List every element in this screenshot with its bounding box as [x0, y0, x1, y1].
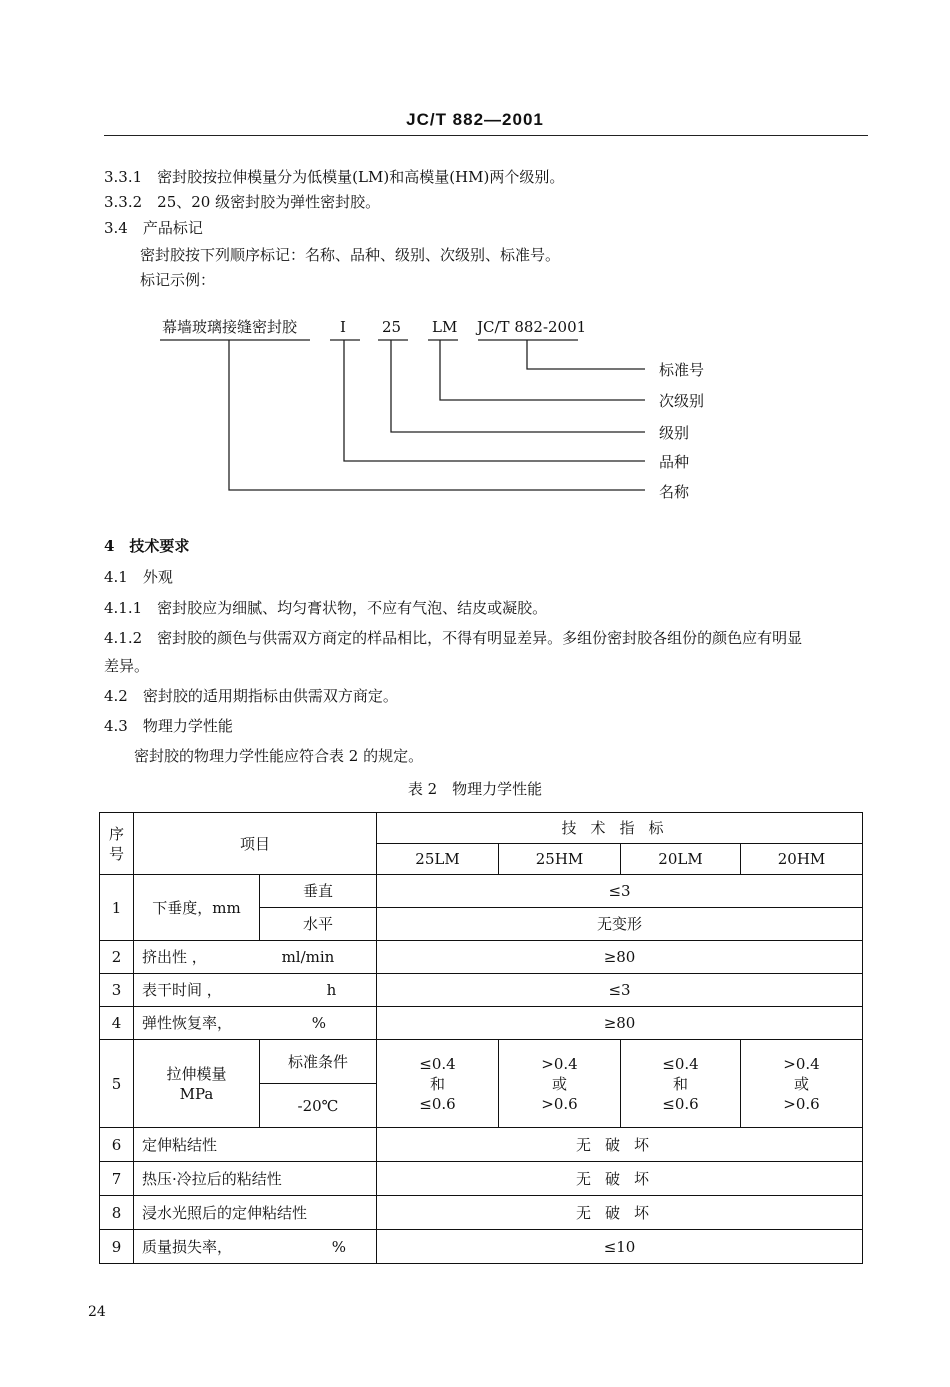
row-name — [134, 974, 377, 1007]
value-line: 和 — [673, 1074, 689, 1093]
marking-label-name: 名称 — [659, 483, 690, 501]
row-condition-standard: 标准条件 — [260, 1040, 377, 1084]
clause-3-4-heading: 3.4 产品标记 — [104, 219, 203, 237]
physical-properties-table — [99, 812, 863, 1264]
row-value: ≤3 — [377, 875, 863, 908]
header-seq-bottom: 号 — [108, 844, 124, 863]
clause-3-3-1: 3.3.1 密封胶按拉伸模量分为低模量(LM)和高模量(HM)两个级别。 — [104, 168, 565, 186]
header-grade-20hm: 20HM — [741, 844, 863, 875]
clause-4-3-heading: 4.3 物理力学性能 — [104, 717, 233, 735]
product-marking-diagram — [0, 300, 950, 520]
row-value: 无破坏 — [377, 1128, 863, 1162]
value-line: ≤0.6 — [419, 1094, 456, 1113]
marking-label-variety: 品种 — [659, 453, 690, 471]
row-name-text: 挤出性 ， — [142, 948, 207, 966]
row-value: ≤3 — [377, 974, 863, 1007]
row-condition-minus20: -20℃ — [260, 1084, 377, 1128]
value-line: >0.4 — [541, 1054, 578, 1073]
header-item: 项目 — [134, 813, 377, 875]
header-spec: 技术指标 — [377, 813, 863, 844]
marking-part-grade: 25 — [382, 318, 402, 336]
table-row — [100, 974, 863, 1007]
clause-4-1-1: 4.1.1 密封胶应为细腻、均匀膏状物，不应有气泡、结皮或凝胶。 — [104, 599, 548, 617]
row-name — [134, 1007, 377, 1040]
clause-3-4-text: 密封胶按下列顺序标记：名称、品种、级别、次级别、标准号。 — [140, 246, 561, 264]
table-row — [100, 1128, 863, 1162]
row-name: 定伸粘结性 — [134, 1128, 377, 1162]
row-name-line2: MPa — [179, 1084, 214, 1103]
value-line: 和 — [430, 1074, 446, 1093]
row-seq: 9 — [100, 1230, 134, 1264]
table-header-row-1 — [100, 813, 863, 844]
marking-label-subgrade: 次级别 — [659, 392, 705, 410]
clause-4-3-text: 密封胶的物理力学性能应符合表 2 的规定。 — [134, 747, 424, 765]
value-line: >0.4 — [783, 1054, 820, 1073]
row-value: 无破坏 — [377, 1196, 863, 1230]
clause-3-3-2: 3.3.2 25、20 级密封胶为弹性密封胶。 — [104, 193, 381, 211]
marking-part-subgrade: LM — [432, 318, 458, 336]
leader-subgrade — [440, 340, 645, 400]
row-seq: 1 — [100, 875, 134, 941]
value-line: >0.6 — [783, 1094, 820, 1113]
row-unit: h — [326, 981, 337, 999]
marking-label-grade: 级别 — [659, 424, 690, 442]
header-rule — [104, 135, 868, 136]
row-name — [134, 1040, 260, 1128]
row-value: 无变形 — [377, 908, 863, 941]
row-seq: 7 — [100, 1162, 134, 1196]
row-unit: % — [311, 1014, 327, 1032]
value-line: ≤0.4 — [662, 1054, 699, 1073]
row-value-20lm — [621, 1040, 741, 1128]
leader-name — [229, 340, 645, 490]
row-seq: 5 — [100, 1040, 134, 1128]
leader-grade — [391, 340, 645, 432]
header-grade-25lm: 25LM — [377, 844, 499, 875]
table-row — [100, 1230, 863, 1264]
row-name-text: 表干时间 ， — [142, 981, 222, 999]
header-seq — [100, 813, 134, 875]
table-row — [100, 1040, 863, 1084]
row-seq: 4 — [100, 1007, 134, 1040]
table-row — [100, 941, 863, 974]
page-number: 24 — [88, 1304, 106, 1320]
row-name — [134, 941, 377, 974]
row-name: 下垂度，mm — [134, 875, 260, 941]
row-value: ≥80 — [377, 1007, 863, 1040]
table-row — [100, 875, 863, 908]
row-name — [134, 1230, 377, 1264]
header-grade-25hm: 25HM — [499, 844, 621, 875]
row-value: ≤10 — [377, 1230, 863, 1264]
row-name: 浸水光照后的定伸粘结性 — [134, 1196, 377, 1230]
marking-part-standard: JC/T 882-2001 — [477, 318, 587, 336]
section-4-heading: 4 技术要求 — [104, 537, 190, 555]
table-caption: 表 2 物理力学性能 — [407, 780, 543, 798]
clause-4-1-heading: 4.1 外观 — [104, 568, 173, 586]
clause-4-1-2-line1: 4.1.2 密封胶的颜色与供需双方商定的样品相比，不得有明显差异。多组份密封胶各组份的颜色应有明显 — [104, 629, 803, 647]
row-unit: % — [331, 1237, 347, 1256]
row-name-line1: 拉伸模量 — [166, 1064, 227, 1083]
marking-label-standard: 标准号 — [659, 361, 705, 379]
row-seq: 6 — [100, 1128, 134, 1162]
value-line: ≤0.6 — [662, 1094, 699, 1113]
table-row — [100, 1162, 863, 1196]
row-value: 无破坏 — [377, 1162, 863, 1196]
clause-4-2: 4.2 密封胶的适用期指标由供需双方商定。 — [104, 687, 398, 705]
table-row — [100, 1196, 863, 1230]
value-line: ≤0.4 — [419, 1054, 456, 1073]
row-seq: 8 — [100, 1196, 134, 1230]
row-value-20hm — [741, 1040, 863, 1128]
clause-4-1-2-line2: 差异。 — [104, 657, 150, 675]
value-line: 或 — [552, 1074, 568, 1093]
row-seq: 2 — [100, 941, 134, 974]
row-name-text: 质量损失率， — [142, 1237, 233, 1256]
table-row — [100, 1007, 863, 1040]
row-subitem: 水平 — [260, 908, 377, 941]
row-name-text: 弹性恢复率， — [142, 1014, 233, 1032]
row-seq: 3 — [100, 974, 134, 1007]
clause-3-4-example-label: 标记示例： — [140, 271, 216, 289]
marking-part-name: 幕墙玻璃接缝密封胶 — [162, 318, 298, 336]
row-unit: ml/min — [281, 948, 335, 966]
row-subitem: 垂直 — [260, 875, 377, 908]
value-line: >0.6 — [541, 1094, 578, 1113]
header-seq-top: 序 — [108, 824, 124, 843]
row-value-25lm — [377, 1040, 499, 1128]
row-value: ≥80 — [377, 941, 863, 974]
header-grade-20lm: 20LM — [621, 844, 741, 875]
row-name: 热压·冷拉后的粘结性 — [134, 1162, 377, 1196]
marking-part-variety: I — [340, 318, 346, 336]
leader-standard — [527, 340, 645, 369]
value-line: 或 — [794, 1074, 810, 1093]
row-value-25hm — [499, 1040, 621, 1128]
page-header-title: JC/T 882—2001 — [406, 110, 544, 129]
